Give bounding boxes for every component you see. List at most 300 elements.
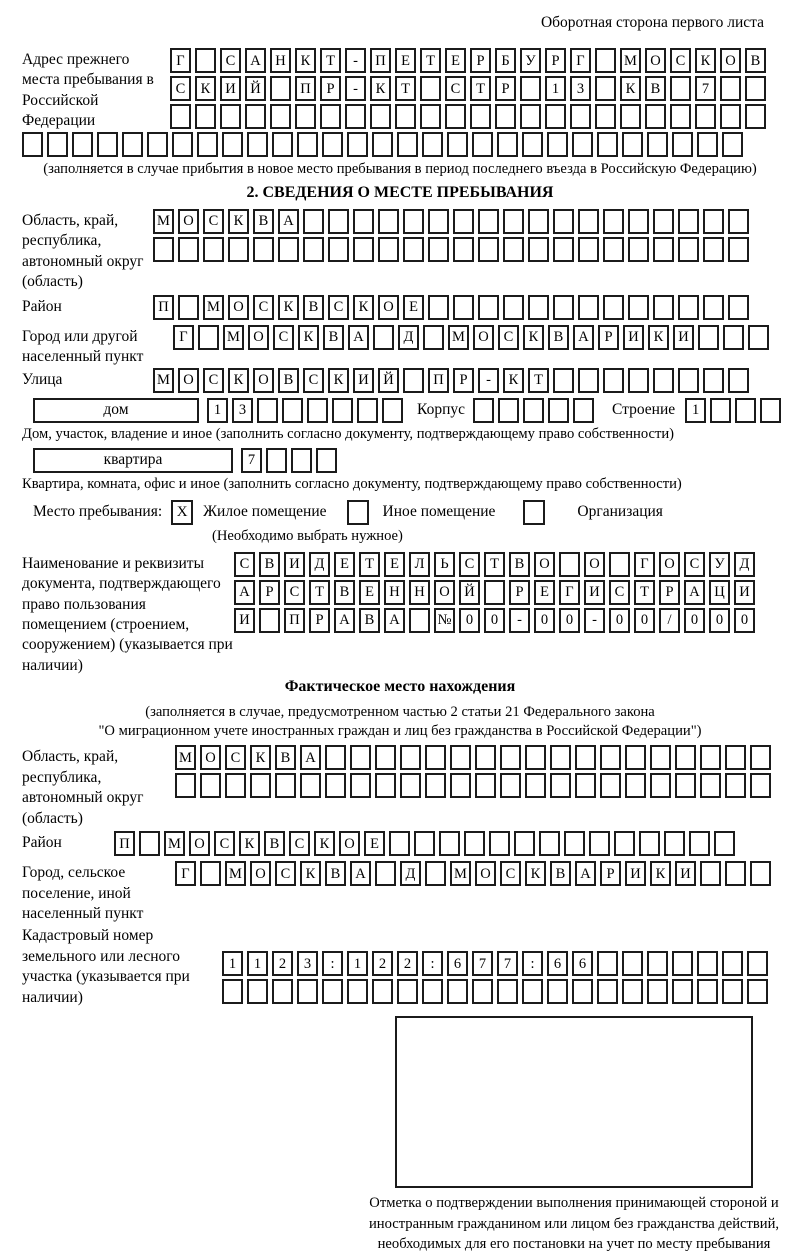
char-cell[interactable]: [672, 951, 693, 976]
char-cell[interactable]: Г: [570, 48, 591, 73]
char-cell[interactable]: [722, 979, 743, 1004]
char-cell[interactable]: [320, 104, 341, 129]
char-cell[interactable]: С: [253, 295, 274, 320]
char-cell[interactable]: 3: [297, 951, 318, 976]
char-cell[interactable]: [553, 237, 574, 262]
char-cell[interactable]: [523, 398, 544, 423]
char-cell[interactable]: [725, 773, 746, 798]
char-cell[interactable]: [428, 237, 449, 262]
char-cell[interactable]: 0: [634, 608, 655, 633]
char-cell[interactable]: 6: [572, 951, 593, 976]
char-cell[interactable]: [703, 295, 724, 320]
char-cell[interactable]: [322, 979, 343, 1004]
char-cell[interactable]: [428, 295, 449, 320]
char-cell[interactable]: Р: [259, 580, 280, 605]
char-cell[interactable]: В: [509, 552, 530, 577]
char-cell[interactable]: [464, 831, 485, 856]
char-cell[interactable]: Й: [459, 580, 480, 605]
char-cell[interactable]: [609, 552, 630, 577]
char-cell[interactable]: [678, 237, 699, 262]
char-cell[interactable]: [547, 979, 568, 1004]
char-cell[interactable]: 7: [472, 951, 493, 976]
char-cell[interactable]: [325, 745, 346, 770]
char-cell[interactable]: [347, 132, 368, 157]
char-cell[interactable]: С: [289, 831, 310, 856]
char-cell[interactable]: [628, 295, 649, 320]
char-cell[interactable]: М: [153, 368, 174, 393]
other-premises-checkbox[interactable]: [347, 500, 369, 525]
char-cell[interactable]: [278, 237, 299, 262]
char-cell[interactable]: :: [522, 951, 543, 976]
char-cell[interactable]: О: [475, 861, 496, 886]
char-cell[interactable]: [678, 295, 699, 320]
char-cell[interactable]: К: [353, 295, 374, 320]
char-cell[interactable]: Т: [634, 580, 655, 605]
char-cell[interactable]: [472, 132, 493, 157]
char-cell[interactable]: [375, 773, 396, 798]
char-cell[interactable]: [647, 132, 668, 157]
char-cell[interactable]: [728, 209, 749, 234]
char-cell[interactable]: А: [234, 580, 255, 605]
char-cell[interactable]: [450, 745, 471, 770]
char-cell[interactable]: [595, 48, 616, 73]
char-cell[interactable]: [720, 76, 741, 101]
char-cell[interactable]: 0: [559, 608, 580, 633]
char-cell[interactable]: [670, 76, 691, 101]
char-cell[interactable]: [200, 861, 221, 886]
char-cell[interactable]: [345, 104, 366, 129]
char-cell[interactable]: В: [550, 861, 571, 886]
char-cell[interactable]: В: [548, 325, 569, 350]
char-cell[interactable]: [447, 132, 468, 157]
char-cell[interactable]: [650, 745, 671, 770]
char-cell[interactable]: 0: [684, 608, 705, 633]
char-cell[interactable]: Р: [598, 325, 619, 350]
char-cell[interactable]: [170, 104, 191, 129]
char-cell[interactable]: [478, 237, 499, 262]
char-cell[interactable]: К: [250, 745, 271, 770]
char-cell[interactable]: К: [650, 861, 671, 886]
char-cell[interactable]: А: [300, 745, 321, 770]
char-cell[interactable]: [322, 132, 343, 157]
char-cell[interactable]: [250, 773, 271, 798]
char-cell[interactable]: [475, 745, 496, 770]
char-cell[interactable]: О: [473, 325, 494, 350]
char-cell[interactable]: И: [734, 580, 755, 605]
char-cell[interactable]: 6: [447, 951, 468, 976]
char-cell[interactable]: [247, 979, 268, 1004]
char-cell[interactable]: О: [178, 368, 199, 393]
char-cell[interactable]: [750, 773, 771, 798]
char-cell[interactable]: [478, 295, 499, 320]
char-cell[interactable]: /: [659, 608, 680, 633]
char-cell[interactable]: 7: [695, 76, 716, 101]
char-cell[interactable]: С: [284, 580, 305, 605]
char-cell[interactable]: [397, 979, 418, 1004]
char-cell[interactable]: И: [220, 76, 241, 101]
char-cell[interactable]: О: [434, 580, 455, 605]
char-cell[interactable]: [403, 237, 424, 262]
char-cell[interactable]: С: [303, 368, 324, 393]
char-cell[interactable]: [628, 237, 649, 262]
char-cell[interactable]: К: [525, 861, 546, 886]
char-cell[interactable]: [570, 104, 591, 129]
char-cell[interactable]: С: [234, 552, 255, 577]
char-cell[interactable]: [697, 951, 718, 976]
char-cell[interactable]: К: [239, 831, 260, 856]
char-cell[interactable]: [548, 398, 569, 423]
char-cell[interactable]: [625, 745, 646, 770]
char-cell[interactable]: [198, 325, 219, 350]
char-cell[interactable]: [297, 132, 318, 157]
char-cell[interactable]: Е: [534, 580, 555, 605]
char-cell[interactable]: 2: [397, 951, 418, 976]
char-cell[interactable]: [603, 237, 624, 262]
char-cell[interactable]: [409, 608, 430, 633]
char-cell[interactable]: [750, 861, 771, 886]
char-cell[interactable]: В: [645, 76, 666, 101]
char-cell[interactable]: [328, 209, 349, 234]
char-cell[interactable]: [403, 209, 424, 234]
char-cell[interactable]: В: [745, 48, 766, 73]
char-cell[interactable]: Р: [453, 368, 474, 393]
char-cell[interactable]: [220, 104, 241, 129]
char-cell[interactable]: [697, 979, 718, 1004]
char-cell[interactable]: [473, 398, 494, 423]
char-cell[interactable]: [628, 368, 649, 393]
char-cell[interactable]: [178, 295, 199, 320]
char-cell[interactable]: М: [175, 745, 196, 770]
char-cell[interactable]: К: [314, 831, 335, 856]
char-cell[interactable]: [575, 773, 596, 798]
char-cell[interactable]: [675, 773, 696, 798]
char-cell[interactable]: [597, 132, 618, 157]
char-cell[interactable]: [275, 773, 296, 798]
char-cell[interactable]: [503, 295, 524, 320]
char-cell[interactable]: [528, 209, 549, 234]
char-cell[interactable]: [373, 325, 394, 350]
char-cell[interactable]: 2: [272, 951, 293, 976]
char-cell[interactable]: 1: [685, 398, 706, 423]
char-cell[interactable]: 0: [534, 608, 555, 633]
char-cell[interactable]: [472, 979, 493, 1004]
char-cell[interactable]: [222, 132, 243, 157]
char-cell[interactable]: [722, 951, 743, 976]
char-cell[interactable]: [422, 979, 443, 1004]
char-cell[interactable]: [347, 979, 368, 1004]
char-cell[interactable]: [653, 368, 674, 393]
char-cell[interactable]: Г: [173, 325, 194, 350]
char-cell[interactable]: [614, 831, 635, 856]
char-cell[interactable]: Р: [309, 608, 330, 633]
char-cell[interactable]: -: [345, 76, 366, 101]
char-cell[interactable]: [372, 132, 393, 157]
char-cell[interactable]: [703, 368, 724, 393]
char-cell[interactable]: Г: [634, 552, 655, 577]
char-cell[interactable]: [497, 132, 518, 157]
char-cell[interactable]: [547, 132, 568, 157]
char-cell[interactable]: К: [328, 368, 349, 393]
char-cell[interactable]: [447, 979, 468, 1004]
char-cell[interactable]: [172, 132, 193, 157]
char-cell[interactable]: [550, 745, 571, 770]
char-cell[interactable]: [403, 368, 424, 393]
char-cell[interactable]: [747, 979, 768, 1004]
char-cell[interactable]: С: [328, 295, 349, 320]
char-cell[interactable]: [253, 237, 274, 262]
char-cell[interactable]: [303, 237, 324, 262]
char-cell[interactable]: [664, 831, 685, 856]
char-cell[interactable]: [678, 368, 699, 393]
char-cell[interactable]: [735, 398, 756, 423]
char-cell[interactable]: [389, 831, 410, 856]
char-cell[interactable]: -: [478, 368, 499, 393]
char-cell[interactable]: [195, 48, 216, 73]
char-cell[interactable]: Р: [470, 48, 491, 73]
char-cell[interactable]: [589, 831, 610, 856]
char-cell[interactable]: Д: [734, 552, 755, 577]
char-cell[interactable]: [270, 76, 291, 101]
char-cell[interactable]: [595, 76, 616, 101]
char-cell[interactable]: [395, 104, 416, 129]
char-cell[interactable]: [453, 295, 474, 320]
char-cell[interactable]: К: [523, 325, 544, 350]
char-cell[interactable]: [722, 132, 743, 157]
char-cell[interactable]: П: [153, 295, 174, 320]
char-cell[interactable]: [257, 398, 278, 423]
char-cell[interactable]: Р: [495, 76, 516, 101]
char-cell[interactable]: Р: [545, 48, 566, 73]
char-cell[interactable]: [578, 237, 599, 262]
char-cell[interactable]: К: [370, 76, 391, 101]
char-cell[interactable]: [698, 325, 719, 350]
char-cell[interactable]: [600, 745, 621, 770]
char-cell[interactable]: [564, 831, 585, 856]
char-cell[interactable]: [647, 951, 668, 976]
char-cell[interactable]: А: [245, 48, 266, 73]
char-cell[interactable]: [300, 773, 321, 798]
char-cell[interactable]: [572, 979, 593, 1004]
char-cell[interactable]: П: [428, 368, 449, 393]
char-cell[interactable]: К: [228, 209, 249, 234]
char-cell[interactable]: [522, 979, 543, 1004]
char-cell[interactable]: [622, 979, 643, 1004]
char-cell[interactable]: [332, 398, 353, 423]
char-cell[interactable]: [550, 773, 571, 798]
char-cell[interactable]: М: [450, 861, 471, 886]
char-cell[interactable]: [272, 132, 293, 157]
char-cell[interactable]: [414, 831, 435, 856]
char-cell[interactable]: А: [278, 209, 299, 234]
char-cell[interactable]: [397, 132, 418, 157]
char-cell[interactable]: Й: [245, 76, 266, 101]
char-cell[interactable]: 7: [241, 448, 262, 473]
char-cell[interactable]: [259, 608, 280, 633]
char-cell[interactable]: Р: [600, 861, 621, 886]
char-cell[interactable]: [197, 132, 218, 157]
char-cell[interactable]: [575, 745, 596, 770]
char-cell[interactable]: О: [584, 552, 605, 577]
char-cell[interactable]: Н: [384, 580, 405, 605]
char-cell[interactable]: [545, 104, 566, 129]
char-cell[interactable]: [139, 831, 160, 856]
char-cell[interactable]: М: [164, 831, 185, 856]
char-cell[interactable]: [503, 209, 524, 234]
char-cell[interactable]: [700, 773, 721, 798]
char-cell[interactable]: К: [300, 861, 321, 886]
char-cell[interactable]: [47, 132, 68, 157]
char-cell[interactable]: [578, 368, 599, 393]
char-cell[interactable]: [703, 209, 724, 234]
char-cell[interactable]: С: [445, 76, 466, 101]
char-cell[interactable]: [520, 104, 541, 129]
char-cell[interactable]: [382, 398, 403, 423]
char-cell[interactable]: [439, 831, 460, 856]
char-cell[interactable]: [750, 745, 771, 770]
char-cell[interactable]: О: [248, 325, 269, 350]
char-cell[interactable]: [353, 209, 374, 234]
char-cell[interactable]: [316, 448, 337, 473]
char-cell[interactable]: С: [459, 552, 480, 577]
char-cell[interactable]: П: [370, 48, 391, 73]
char-cell[interactable]: [484, 580, 505, 605]
char-cell[interactable]: [225, 773, 246, 798]
char-cell[interactable]: 1: [347, 951, 368, 976]
char-cell[interactable]: К: [195, 76, 216, 101]
char-cell[interactable]: О: [659, 552, 680, 577]
char-cell[interactable]: К: [298, 325, 319, 350]
char-cell[interactable]: О: [250, 861, 271, 886]
char-cell[interactable]: 2: [372, 951, 393, 976]
char-cell[interactable]: [697, 132, 718, 157]
char-cell[interactable]: 0: [459, 608, 480, 633]
char-cell[interactable]: К: [648, 325, 669, 350]
char-cell[interactable]: [670, 104, 691, 129]
char-cell[interactable]: [720, 104, 741, 129]
char-cell[interactable]: [453, 209, 474, 234]
char-cell[interactable]: 6: [547, 951, 568, 976]
char-cell[interactable]: Т: [484, 552, 505, 577]
char-cell[interactable]: [603, 209, 624, 234]
char-cell[interactable]: [423, 325, 444, 350]
char-cell[interactable]: А: [384, 608, 405, 633]
char-cell[interactable]: 1: [545, 76, 566, 101]
char-cell[interactable]: [498, 398, 519, 423]
char-cell[interactable]: Ц: [709, 580, 730, 605]
char-cell[interactable]: Е: [384, 552, 405, 577]
char-cell[interactable]: [728, 368, 749, 393]
char-cell[interactable]: [678, 209, 699, 234]
char-cell[interactable]: [553, 295, 574, 320]
char-cell[interactable]: [539, 831, 560, 856]
char-cell[interactable]: М: [223, 325, 244, 350]
char-cell[interactable]: М: [225, 861, 246, 886]
char-cell[interactable]: [603, 368, 624, 393]
char-cell[interactable]: О: [189, 831, 210, 856]
char-cell[interactable]: П: [114, 831, 135, 856]
char-cell[interactable]: [525, 773, 546, 798]
char-cell[interactable]: П: [284, 608, 305, 633]
char-cell[interactable]: [372, 979, 393, 1004]
char-cell[interactable]: [639, 831, 660, 856]
char-cell[interactable]: Т: [395, 76, 416, 101]
char-cell[interactable]: [689, 831, 710, 856]
char-cell[interactable]: С: [670, 48, 691, 73]
char-cell[interactable]: [97, 132, 118, 157]
char-cell[interactable]: [200, 773, 221, 798]
char-cell[interactable]: П: [295, 76, 316, 101]
char-cell[interactable]: Г: [170, 48, 191, 73]
char-cell[interactable]: О: [534, 552, 555, 577]
char-cell[interactable]: [422, 132, 443, 157]
char-cell[interactable]: С: [214, 831, 235, 856]
char-cell[interactable]: Д: [309, 552, 330, 577]
char-cell[interactable]: [723, 325, 744, 350]
char-cell[interactable]: [725, 861, 746, 886]
char-cell[interactable]: [553, 368, 574, 393]
char-cell[interactable]: [420, 104, 441, 129]
char-cell[interactable]: О: [228, 295, 249, 320]
char-cell[interactable]: И: [675, 861, 696, 886]
char-cell[interactable]: [272, 979, 293, 1004]
char-cell[interactable]: [728, 237, 749, 262]
char-cell[interactable]: [400, 745, 421, 770]
char-cell[interactable]: И: [625, 861, 646, 886]
char-cell[interactable]: [622, 951, 643, 976]
char-cell[interactable]: М: [620, 48, 641, 73]
char-cell[interactable]: -: [345, 48, 366, 73]
char-cell[interactable]: [525, 745, 546, 770]
char-cell[interactable]: [147, 132, 168, 157]
char-cell[interactable]: Т: [420, 48, 441, 73]
char-cell[interactable]: [475, 773, 496, 798]
char-cell[interactable]: С: [684, 552, 705, 577]
char-cell[interactable]: И: [673, 325, 694, 350]
char-cell[interactable]: [270, 104, 291, 129]
char-cell[interactable]: И: [284, 552, 305, 577]
char-cell[interactable]: [178, 237, 199, 262]
char-cell[interactable]: [153, 237, 174, 262]
char-cell[interactable]: [325, 773, 346, 798]
char-cell[interactable]: О: [200, 745, 221, 770]
char-cell[interactable]: И: [353, 368, 374, 393]
char-cell[interactable]: В: [278, 368, 299, 393]
char-cell[interactable]: [378, 237, 399, 262]
char-cell[interactable]: [400, 773, 421, 798]
char-cell[interactable]: [303, 209, 324, 234]
char-cell[interactable]: [745, 76, 766, 101]
char-cell[interactable]: М: [448, 325, 469, 350]
char-cell[interactable]: [760, 398, 781, 423]
char-cell[interactable]: В: [264, 831, 285, 856]
char-cell[interactable]: Е: [359, 580, 380, 605]
char-cell[interactable]: С: [203, 209, 224, 234]
char-cell[interactable]: Ь: [434, 552, 455, 577]
char-cell[interactable]: [353, 237, 374, 262]
char-cell[interactable]: Г: [175, 861, 196, 886]
char-cell[interactable]: Р: [320, 76, 341, 101]
char-cell[interactable]: Е: [445, 48, 466, 73]
char-cell[interactable]: В: [253, 209, 274, 234]
char-cell[interactable]: [282, 398, 303, 423]
char-cell[interactable]: [495, 104, 516, 129]
char-cell[interactable]: У: [709, 552, 730, 577]
char-cell[interactable]: Т: [359, 552, 380, 577]
char-cell[interactable]: [625, 773, 646, 798]
char-cell[interactable]: Н: [409, 580, 430, 605]
char-cell[interactable]: 3: [570, 76, 591, 101]
char-cell[interactable]: [428, 209, 449, 234]
